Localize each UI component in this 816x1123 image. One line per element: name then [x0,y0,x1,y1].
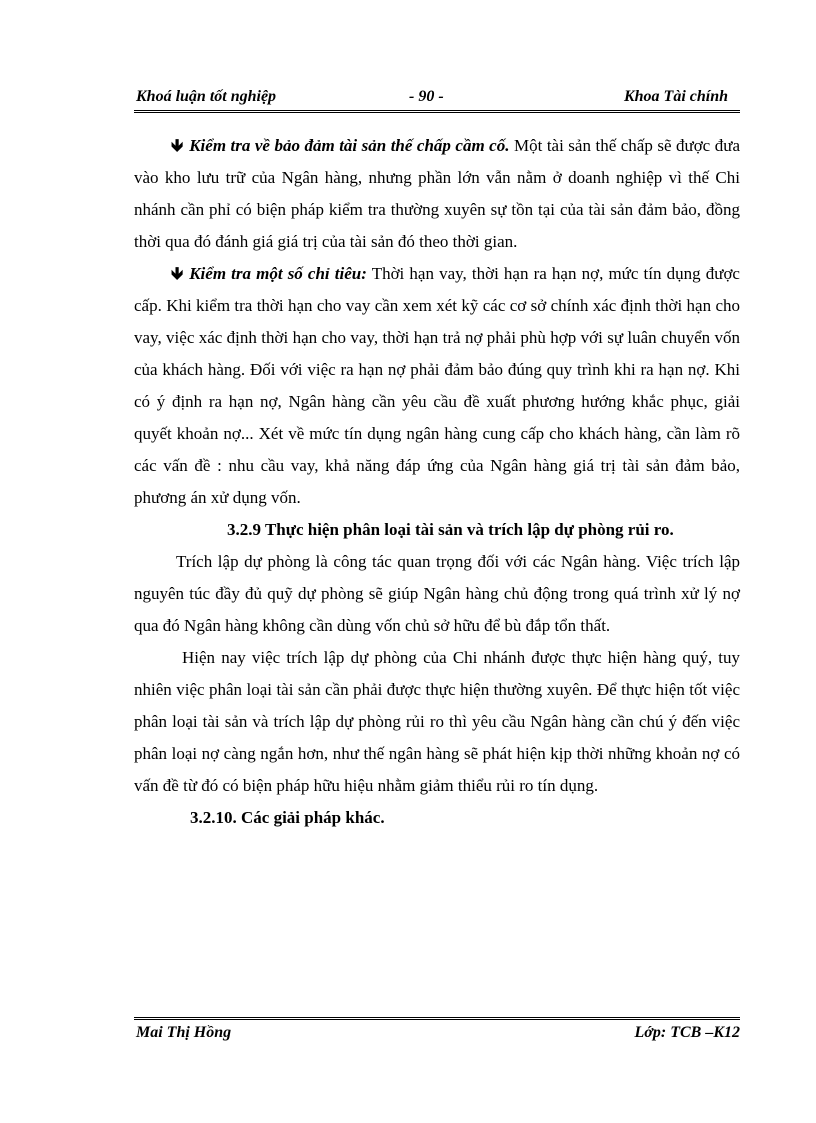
header-thesis-title: Khoá luận tốt nghiệp [136,88,277,105]
footer-author: Mai Thị Hồng [136,1024,232,1041]
page-body [134,130,740,834]
page-header [134,86,740,113]
paragraph-text: Thời hạn vay, thời hạn ra hạn nợ, mức tín dụng được cấp. Khi kiểm tra thời hạn cho vay cần xem xét kỹ các cơ sở chính xác định thời hạn cho vay, việc xác định thời hạn cho vay, thời hạn trả nợ phải phù hợp với sự luân chuyển vốn của khách hàng. Đối với việc ra hạn nợ phải đảm bảo đúng quy trình khi ra hạn nợ. Khi có ý định ra hạn nợ, Ngân hàng cần yêu cầu đề xuất phương hướng khắc phục, giải quyết khoản nợ... Xét về mức tín dụng ngân hàng cung cấp cho khách hàng, cần làm rõ các vấn đề : nhu cầu vay, khả năng đáp ứng của Ngân hàng giá trị tài sản đảm bảo, phương án xử dụng vốn. [134,264,740,507]
paragraph-indicator-check [134,258,740,514]
header-faculty: Khoa Tài chính [623,88,728,105]
down-arrow-icon: 🡻 [171,136,184,155]
section-heading: 3.2.10. Các giải pháp khác. [190,808,385,827]
paragraph-text: Hiện nay việc trích lập dự phòng của Chi nhánh được thực hiện hàng quý, tuy nhiên việc phân loại tài sản cần phải được thực hiện thường xuyên. Để thực hiện tốt việc phân loại tài sản và trích lập dự phòng rủi ro thì yêu cầu Ngân hàng cần chú ý đến việc phân loại nợ càng ngắn hơn, như thế ngân hàng sẽ phát hiện kịp thời những khoản nợ có vấn đề từ đó có biện pháp hữu hiệu nhằm giảm thiểu rủi ro tín dụng. [134,648,740,795]
paragraph-text: Trích lập dự phòng là công tác quan trọng đối với các Ngân hàng. Việc trích lập nguyên túc đầy đủ quỹ dự phòng sẽ giúp Ngân hàng chủ động trong quá trình xử lý nợ qua đó Ngân hàng không cần dùng vốn chủ sở hữu để bù đắp tổn thất. [134,552,740,635]
paragraph-title: Kiểm tra về bảo đảm tài sản thế chấp cầm cố. [189,136,510,155]
page-footer [134,1017,740,1048]
paragraph-collateral-check [134,130,740,258]
footer-class: Lớp: TCB –K12 [634,1024,740,1041]
header-page-number: - 90 - [409,88,444,105]
paragraph-title: Kiểm tra một số chỉ tiêu: [189,264,367,283]
paragraph-text: Một tài sản thế chấp sẽ được đưa vào kho lưu trữ của Ngân hàng, nhưng phần lớn vẫn nằm ở doanh nghiệp vì thế Chi nhánh cần phỉ có biện pháp kiểm tra thường xuyên sự tồn tại của tài sản đảm bảo, đồng thời qua đó đánh giá giá trị của tài sản đó theo thời gian. [134,136,740,251]
down-arrow-icon: 🡻 [171,264,184,283]
section-heading: 3.2.9 Thực hiện phân loại tài sản và trích lập dự phòng rủi ro. [227,520,674,539]
